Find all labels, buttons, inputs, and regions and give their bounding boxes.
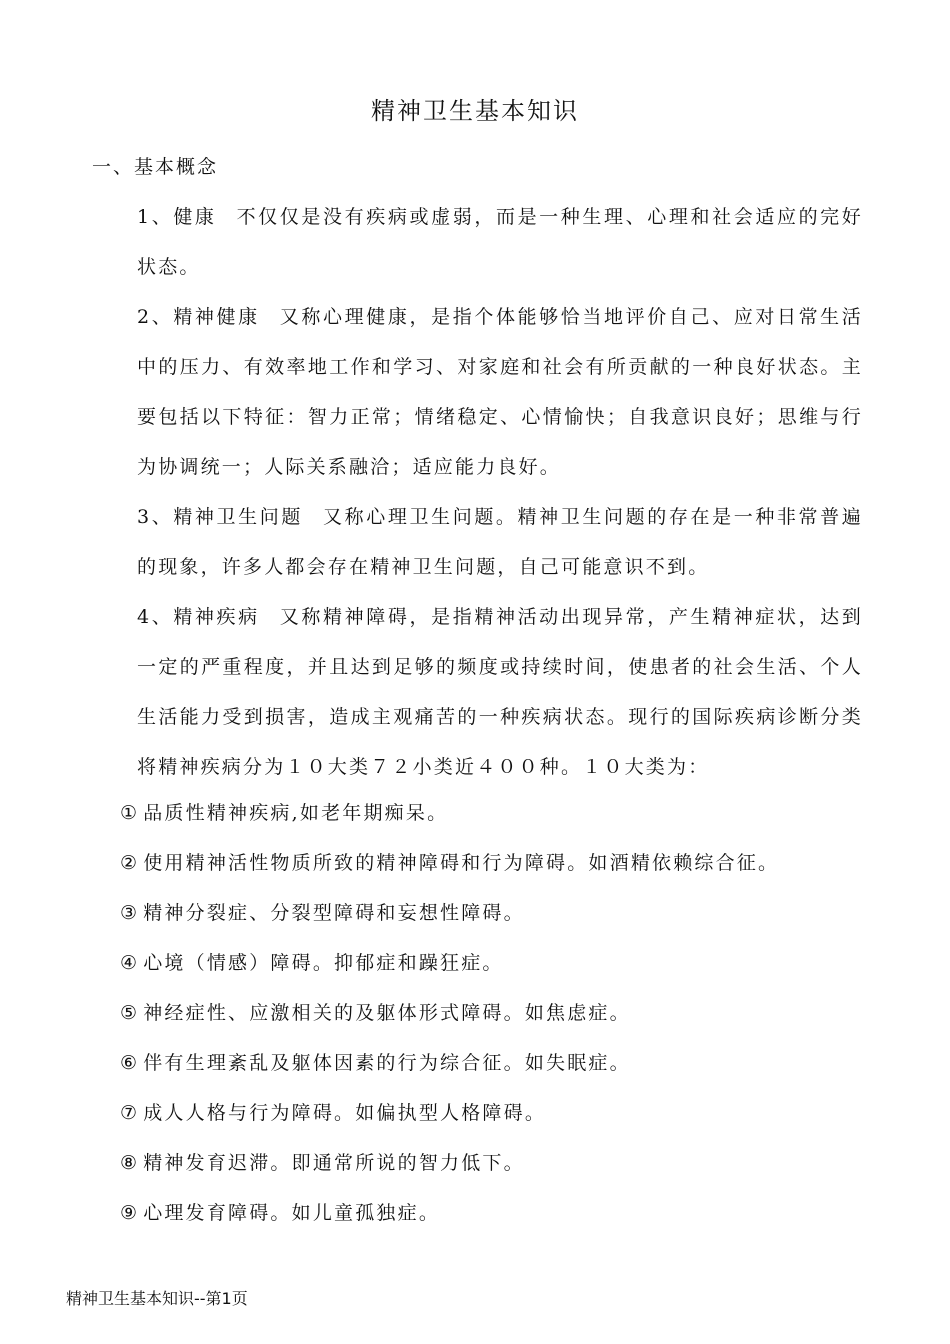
list-item	[120, 1088, 880, 1138]
list-item	[120, 1138, 880, 1188]
paragraph-mental-hygiene-problem	[137, 492, 863, 592]
paragraph-body: 又称心理健康，是指个体能够恰当地评价自己、应对日常生活中的压力、有效率地工作和学习、对家庭和社会有所贡献的一种良好状态。主要包括以下特征：智力正常；情绪稳定、心情愉快；自我意识良好；思维与行为协调统一；人际关系融洽；适应能力良好。	[137, 306, 864, 478]
paragraph-term: 4、精神疾病	[137, 606, 260, 628]
list-text: 伴有生理紊乱及躯体因素的行为综合征。如失眠症。	[143, 1052, 631, 1074]
list-number: ⑨	[120, 1202, 140, 1224]
list-number: ⑥	[120, 1052, 140, 1074]
section-heading: 一、基本概念	[92, 156, 219, 178]
list-item	[120, 888, 880, 938]
paragraph-term: 1、健康	[137, 206, 217, 228]
list-item	[120, 838, 880, 888]
paragraph-mental-illness	[137, 592, 863, 792]
paragraph-term: 3、精神卫生问题	[137, 506, 304, 528]
page-title: 精神卫生基本知识	[371, 97, 579, 125]
list-number: ④	[120, 952, 140, 974]
list-number: ②	[120, 852, 140, 874]
paragraph-body: 不仅仅是没有疾病或虚弱，而是一种生理、心理和社会适应的完好状态。	[137, 206, 863, 278]
list-text: 精神分裂症、分裂型障碍和妄想性障碍。	[143, 902, 525, 924]
list-text: 品质性精神疾病,如老年期痴呆。	[143, 802, 449, 824]
list-number: ⑦	[120, 1102, 140, 1124]
list-text: 精神发育迟滞。即通常所说的智力低下。	[143, 1152, 525, 1174]
list-number: ①	[120, 802, 140, 824]
list-item	[120, 938, 880, 988]
paragraph-term: 2、精神健康	[137, 306, 260, 328]
list-item	[120, 788, 880, 838]
list-number: ⑤	[120, 1002, 140, 1024]
paragraph-body: 又称心理卫生问题。精神卫生问题的存在是一种非常普遍的现象，许多人都会存在精神卫生问题，自己可能意识不到。	[137, 506, 863, 578]
list-text: 使用精神活性物质所致的精神障碍和行为障碍。如酒精依赖综合征。	[143, 852, 780, 874]
list-text: 成人人格与行为障碍。如偏执型人格障碍。	[143, 1102, 547, 1124]
paragraph-body: 又称精神障碍，是指精神活动出现异常，产生精神症状，达到一定的严重程度，并且达到足够的频度或持续时间，使患者的社会生活、个人生活能力受到损害，造成主观痛苦的一种疾病状态。现行的国际疾病诊断分类将精神疾病分为１０大类７２小类近４００种。１０大类为：	[137, 606, 864, 778]
list-text: 神经症性、应激相关的及躯体形式障碍。如焦虑症。	[143, 1002, 631, 1024]
list-number: ⑧	[120, 1152, 140, 1174]
list-text: 心境（情感）障碍。抑郁症和躁狂症。	[143, 952, 504, 974]
disorder-category-list	[120, 788, 880, 1238]
paragraph-mental-health	[137, 292, 863, 492]
list-number: ③	[120, 902, 140, 924]
list-item	[120, 1038, 880, 1088]
list-text: 心理发育障碍。如儿童孤独症。	[143, 1202, 441, 1224]
list-item	[120, 1188, 880, 1238]
list-item	[120, 988, 880, 1038]
page-footer: 精神卫生基本知识--第1页	[66, 1289, 248, 1308]
paragraph-health	[137, 192, 863, 292]
